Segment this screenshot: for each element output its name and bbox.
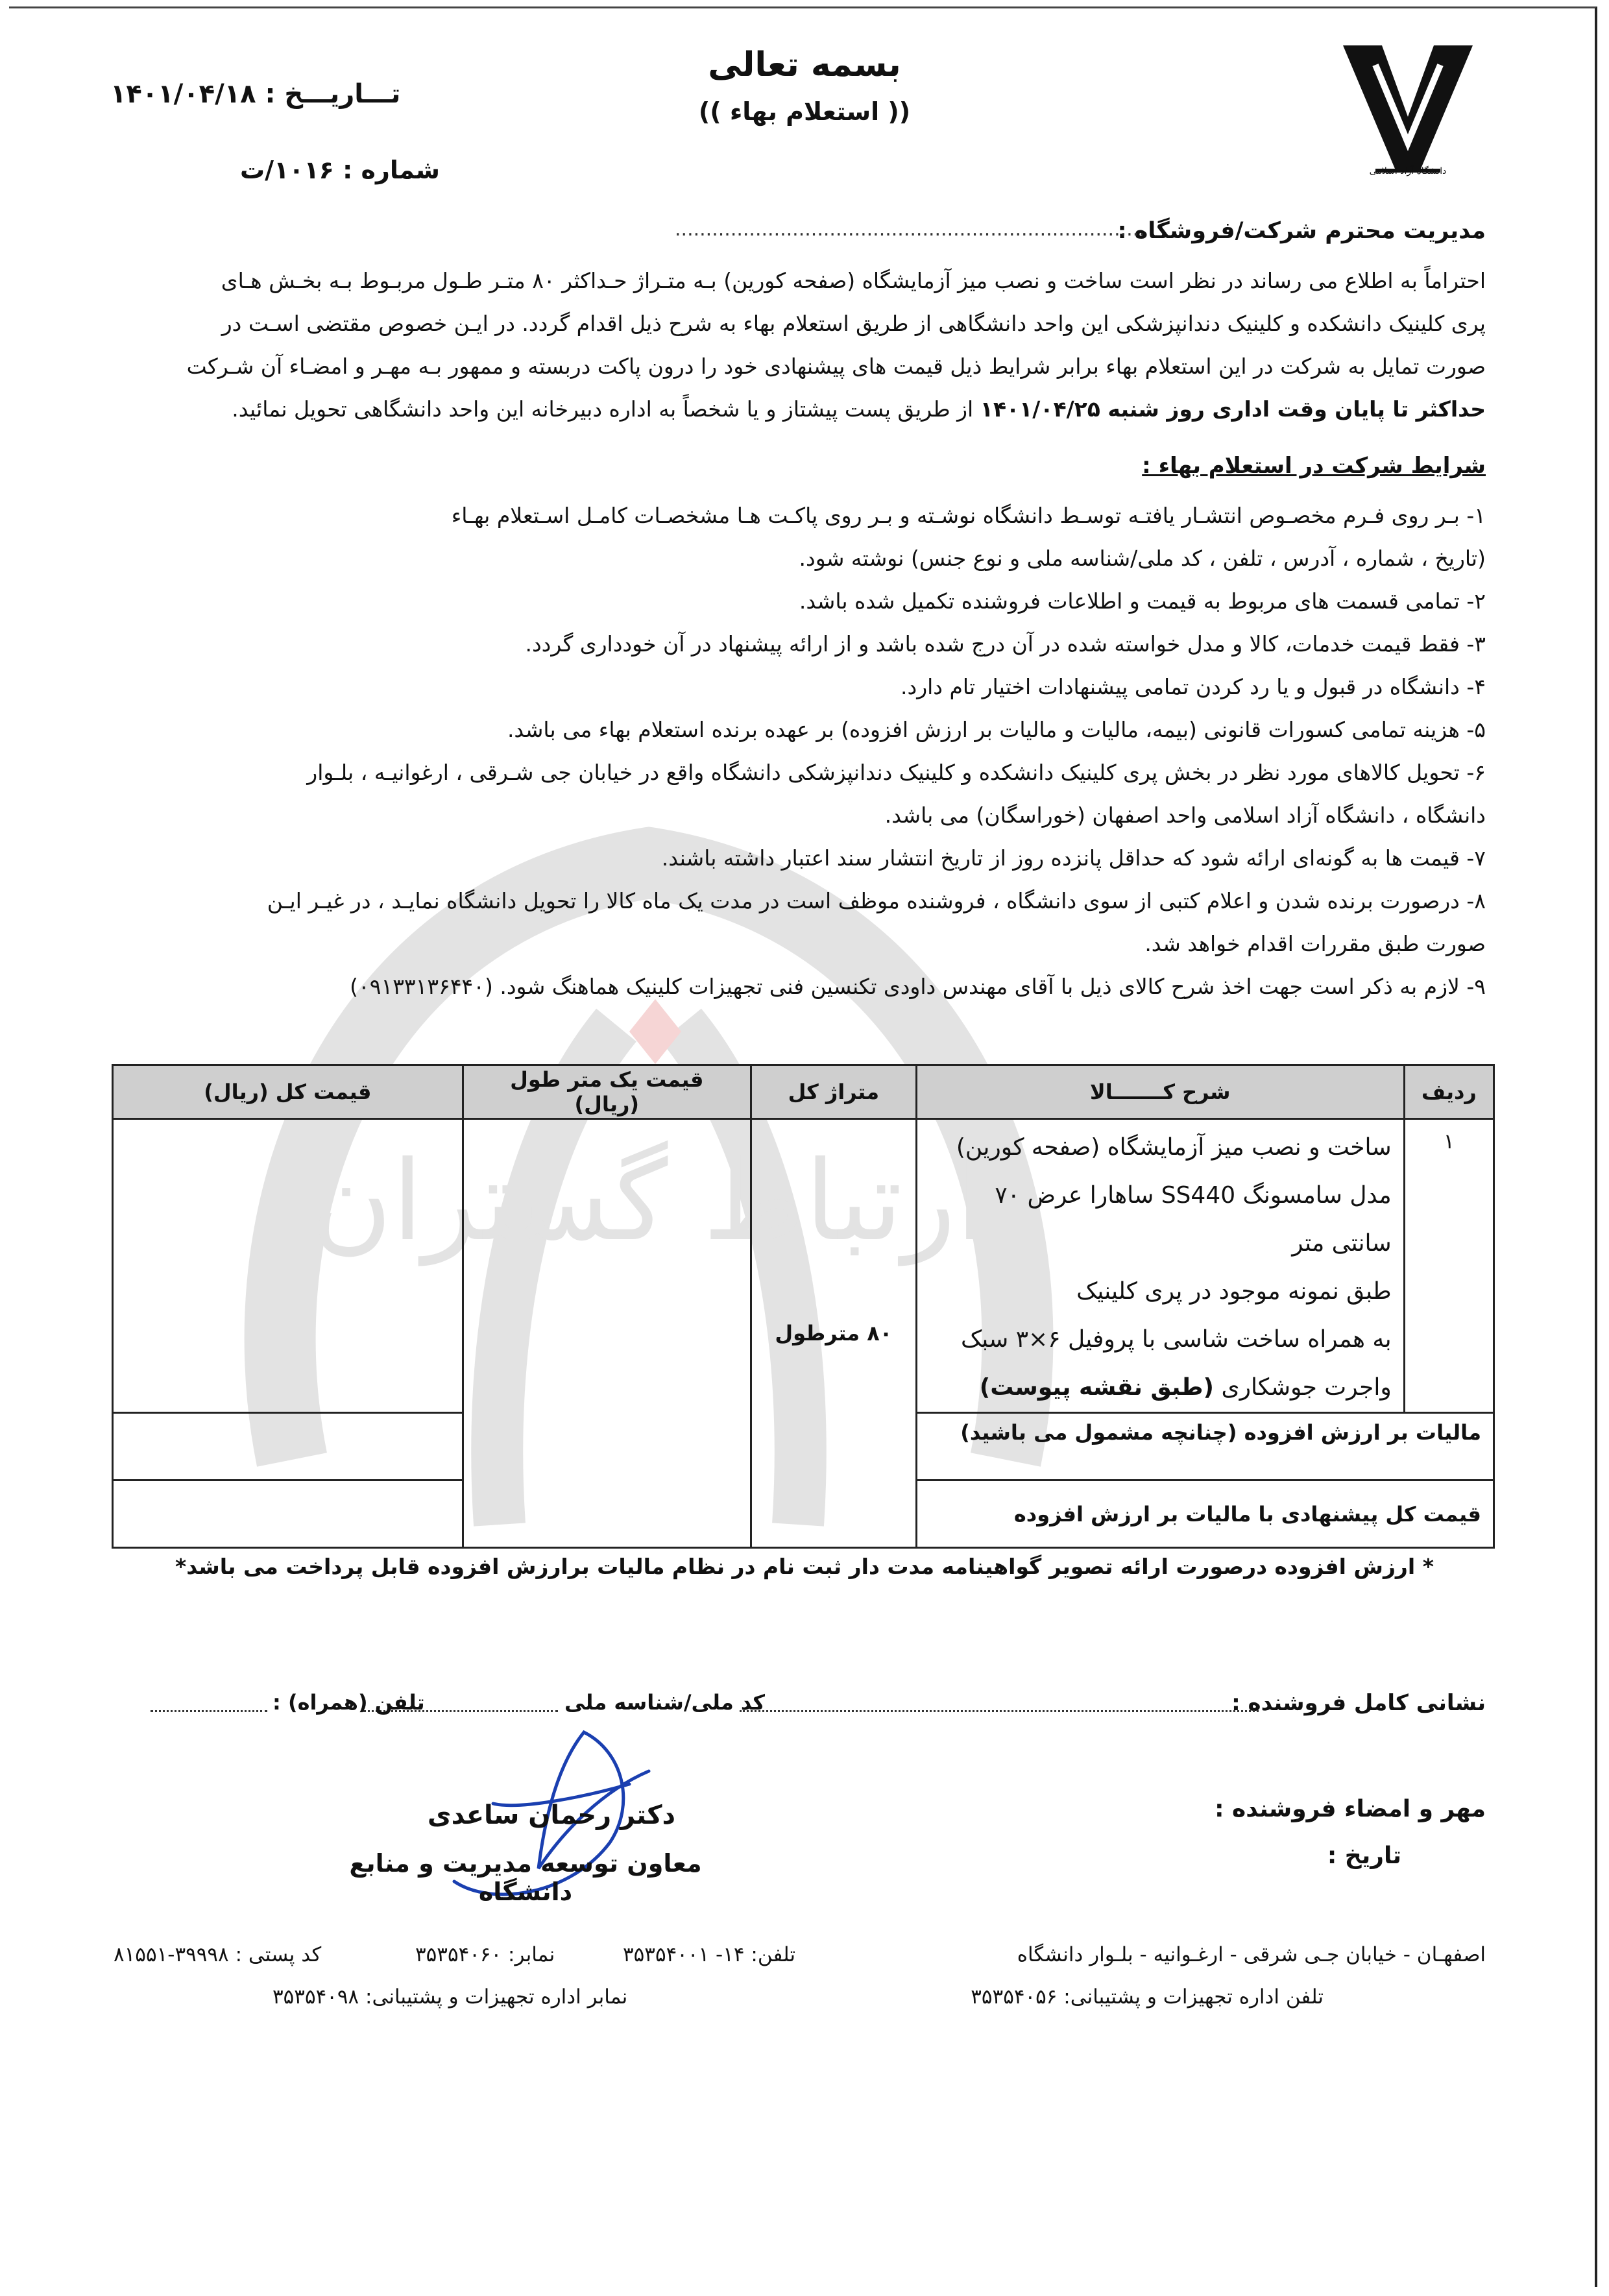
condition-item: (تاریخ ، شماره ، آدرس ، تلفن ، کد ملی/شناسه ملی و نوع جنس) نوشته شود. bbox=[799, 546, 1486, 571]
grand-total-label: قیمت کل پیشنهادی با مالیات بر ارزش افزوده bbox=[916, 1480, 1494, 1548]
national-id-label: کد ملی/شناسه ملی bbox=[564, 1690, 765, 1715]
signatory-title: معاون توسعه مدیریت و منابع دانشگاه bbox=[349, 1849, 702, 1906]
number-block bbox=[240, 156, 440, 184]
col-header-row: ردیف bbox=[1404, 1065, 1494, 1119]
conditions-heading: شرایط شرکت در استعلام بهاء : bbox=[1142, 453, 1486, 479]
col-header-unit-price: قیمت یک متر طول (ریال) bbox=[463, 1065, 751, 1119]
intro-line-2: پری کلینیک دانشکده و کلینیک دندانپزشکی این واحد دانشگاهی از طریق استعلام بهاء به شرح ذیل اقدام گردد. در ایـن خصوص مقتضی اسـت در bbox=[221, 311, 1486, 336]
footer-phone: تلفن: ۱۴- ۳۵۳۵۴۰۰۱ bbox=[623, 1943, 796, 1966]
mobile-phone-field[interactable] bbox=[151, 1710, 267, 1712]
vat-value-cell[interactable] bbox=[113, 1413, 463, 1480]
watermark-text: ارتباط گستران bbox=[311, 1137, 987, 1266]
description-line bbox=[929, 1364, 1392, 1412]
grand-total-cell[interactable] bbox=[113, 1480, 463, 1548]
table-row bbox=[113, 1119, 1494, 1413]
vat-label: مالیات بر ارزش افزوده (چنانچه مشمول می باشید) bbox=[916, 1413, 1494, 1480]
description-line: به همراه ساخت شاسی با پروفیل ۶×۳ سبک bbox=[961, 1326, 1392, 1353]
condition-item: ۶- تحویل کالاهای مورد نظر در بخش پری کلینیک دانشکده و کلینیک دندانپزشکی دانشگاه واقع در خیابان جی شـرقی ، ارغوانیـه ، بلـوار bbox=[307, 760, 1486, 785]
condition-item: ۲- تمامی قسمت های مربوط به قیمت و اطلاعات فروشنده تکمیل شده باشد. bbox=[799, 588, 1486, 614]
seller-address-label: نشانی کامل فروشنده : bbox=[1231, 1690, 1486, 1716]
description-line: ساخت و نصب میز آزمایشگاه (صفحه کورین) bbox=[956, 1134, 1392, 1161]
description-line: مدل سامسونگ SS440 ساهارا عرض ۷۰ سانتی متر bbox=[995, 1182, 1392, 1257]
item-description bbox=[916, 1119, 1404, 1413]
col-header-quantity: متراژ کل bbox=[751, 1065, 916, 1119]
condition-item: صورت طبق مقررات اقدام خواهد شد. bbox=[1144, 931, 1486, 956]
condition-item: ۹- لازم به ذکر است جهت اخذ شرح کالای ذیل با آقای مهندس داودی تکنسین فنی تجهیزات کلینیک هماهنگ شود. (۰۹۱۳۳۱۳۶۴۴۰) bbox=[350, 974, 1486, 999]
seller-date-label: تاریخ : bbox=[1327, 1843, 1401, 1869]
unit-price-cell[interactable] bbox=[463, 1119, 751, 1548]
quantity-value: ۸۰ مترطول bbox=[751, 1119, 916, 1548]
description-line-text: واجرت جوشکاری bbox=[1221, 1374, 1392, 1401]
condition-item: ۸- درصورت برنده شدن و اعلام کتبی از سوی دانشگاه ، فروشنده موظف است در مدت یک ماه کالا را تحویل دانشگاه نمایـد ، در غیـر ایـن bbox=[267, 888, 1486, 913]
condition-item: ۱- بـر روی فـرم مخصـوص انتشـار یافتـه توسـط دانشگاه نوشـته و بـر روی پاکـت هـا مشخصـات کامـل اسـتعلام بهـاء bbox=[451, 503, 1486, 528]
conditions-list bbox=[110, 494, 1486, 1008]
row-number: ۱ bbox=[1404, 1119, 1494, 1413]
addressee-dots: ............................................................................ bbox=[675, 218, 1145, 241]
date-block bbox=[110, 79, 400, 109]
intro-paragraph bbox=[110, 260, 1486, 431]
mobile-phone-label: تلفن (همراه) : bbox=[272, 1690, 425, 1715]
footer-equipment-phone: تلفن اداره تجهیزات و پشتیبانی: ۳۵۳۵۴۰۵۶ bbox=[971, 1985, 1324, 2009]
footer-equipment-fax: نمابر اداره تجهیزات و پشتیبانی: ۳۵۳۵۴۰۹۸ bbox=[272, 1985, 628, 2009]
intro-line-3: صورت تمایل به شرکت در این استعلام بهاء برابر شرایط ذیل قیمت های پیشنهادی خود را درون پاکت دربسته و ممهور بـه مهـر و امضـاء آن شـرکت bbox=[186, 354, 1486, 379]
intro-deadline: حداکثر تا پایان وقت اداری روز شنبه ۱۴۰۱/۰۴/۲۵ bbox=[980, 396, 1486, 422]
seller-stamp-label: مهر و امضاء فروشنده : bbox=[1215, 1796, 1486, 1822]
condition-item: ۳- فقط قیمت خدمات، کالا و مدل خواسته شده در آن درج شده باشد و از ارائه پیشنهاد در آن خودداری گردد. bbox=[525, 631, 1486, 657]
table-header-row bbox=[113, 1065, 1494, 1119]
col-header-total-price: قیمت کل (ریال) bbox=[113, 1065, 463, 1119]
condition-item: ۴- دانشگاه در قبول و یا رد کردن تمامی پیشنهادات اختیار تام دارد. bbox=[901, 674, 1486, 699]
condition-item: دانشگاه ، دانشگاه آزاد اسلامی واحد اصفهان (خوراسگان) می باشد. bbox=[884, 803, 1486, 828]
date-label: تـــاریـــخ : bbox=[265, 79, 401, 109]
logo-caption: دانشگاه آزاد اسلامی bbox=[1369, 166, 1447, 176]
footer-postal-code: کد پستی : ۳۹۹۹۸-۸۱۵۵۱ bbox=[114, 1943, 322, 1966]
price-table bbox=[112, 1064, 1495, 1549]
description-line: طبق نمونه موجود در پری کلینیک bbox=[1076, 1278, 1392, 1305]
seller-address-field[interactable] bbox=[740, 1710, 1259, 1712]
addressee-label: مدیریت محترم شرکت/فروشگاه : bbox=[1117, 218, 1486, 244]
intro-line-4-rest: از طریق پست پیشتاز و یا شخصاً به اداره دبیرخانه این واحد دانشگاهی تحویل نمائید. bbox=[232, 396, 980, 422]
footer-address: اصفهـان - خیابان جـی شرقی - ارغـوانیه - بلـوار دانشگاه bbox=[1017, 1943, 1486, 1966]
intro-line-4 bbox=[110, 388, 1486, 431]
footer-fax: نمابر: ۳۵۳۵۴۰۶۰ bbox=[415, 1943, 555, 1966]
page-subtitle: (( استعلام بهاء )) bbox=[698, 97, 911, 126]
col-header-description: شرح کـــــــالا bbox=[916, 1065, 1404, 1119]
description-bold: (طبق نقشه پیوست) bbox=[979, 1374, 1214, 1401]
signatory-name: دکتر رحمان ساعدی bbox=[427, 1800, 676, 1830]
number-value: ۱۰۱۶/ت bbox=[240, 156, 334, 184]
condition-item: ۷- قیمت ها به گونه‌ای ارائه شود که حداقل پانزده روز از تاریخ انتشار سند اعتبار داشته باشند. bbox=[661, 845, 1486, 871]
date-value: ۱۴۰۱/۰۴/۱۸ bbox=[110, 79, 256, 109]
vat-note: * ارزش افزوده درصورت ارائه تصویر گواهینامه مدت دار ثبت نام در نظام مالیات برارزش افزوده قابل پرداخت می باشد* bbox=[175, 1554, 1434, 1579]
condition-item: ۵- هزینه تمامی کسورات قانونی (بیمه، مالیات و مالیات بر ارزش افزوده) بر عهده برنده استعلام بهاء می باشد. bbox=[507, 717, 1486, 742]
total-price-cell[interactable] bbox=[113, 1119, 463, 1413]
intro-line-1: احتراماً به اطلاع می رساند در نظر است ساخت و نصب میز آزمایشگاه (صفحه کورین) بـه متـراژ حـداکثر ۸۰ متـر طـول مربـوط بـه بخـش هـای bbox=[221, 268, 1486, 293]
number-label: شماره : bbox=[343, 156, 440, 184]
page-title: بسمه تعالی bbox=[708, 45, 901, 84]
